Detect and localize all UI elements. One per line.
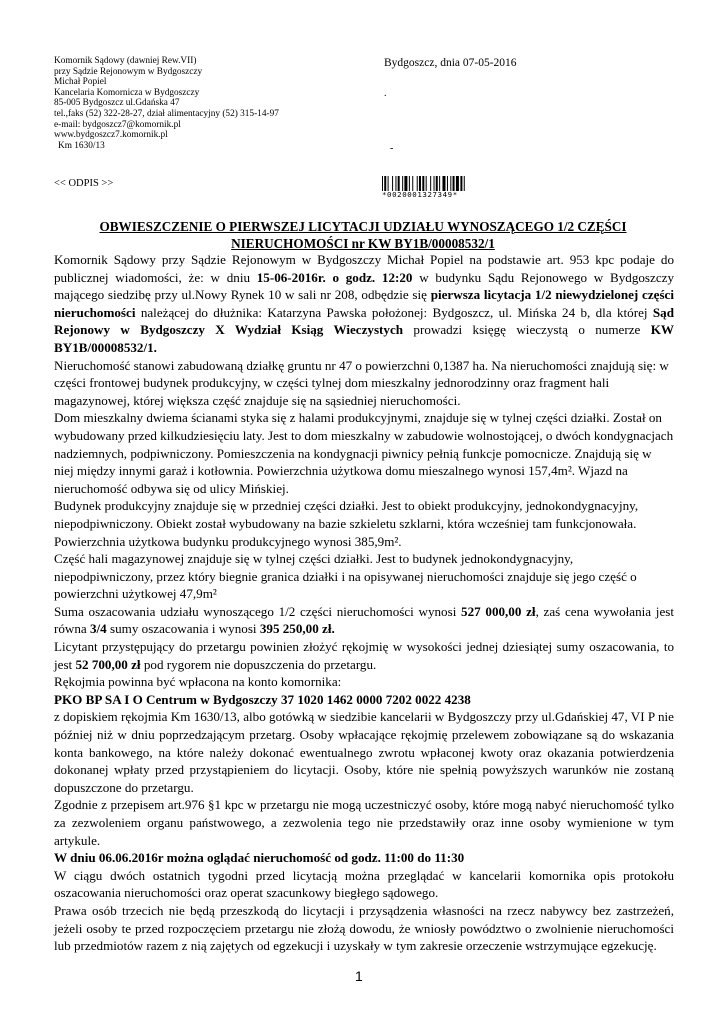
barcode-bar — [430, 176, 431, 191]
auction-date: 15-06-2016r. o godz. 12:20 — [256, 269, 413, 285]
barcode-bar — [382, 176, 383, 191]
header-line: Kancelaria Komornicza w Bydgoszczy — [54, 87, 200, 98]
paragraph-deposit-terms: z dopiskiem rękojmia Km 1630/13, albo gotówką w siedzibie kancelarii w Bydgoszczy przy ul.Gdańskiej 47, VI P nie później niż w dniu poprzedzającym przetarg. Osoby wpłacające rękojmię przelewem zobowiązane są do wskazania konta bankowego, na które należy dokonać ewentualnego zwrotu wpłaconej kwoty oraz okazania potwierdzenia dokonanej wpłaty przed przystąpieniem do licytacji. Osoby, które nie spełnią powyższych warunków nie zostaną dopuszczone do przetargu. — [54, 709, 674, 795]
text: sumy oszacowania i wynosi — [106, 621, 260, 637]
barcode-bar — [404, 176, 407, 191]
court-name: Sąd Rejonowy w Bydgoszczy X Wydział Ksiąg Wieczystych — [54, 304, 674, 338]
text: prowadzi księgę wieczystą o numerze — [403, 322, 651, 338]
paragraph-third-party-rights: Prawa osób trzecich nie będą przeszkodą do licytacji i przysądzenia własności na rzecz nabywcy bez zastrzeżeń, jeżeli osoby te przed rozpoczęciem przetargu nie złożą dowodu, że wniosły powództwo o zwolnienie nieruchomości lub przedmiotów razem z nią zajętych od egzekucji i uzyskały w tym zakresie orzeczenie wstrzymujące egzekucję. — [54, 902, 674, 954]
text: Suma oszacowania udziału wynoszącego 1/2 części nieruchomości wynosi — [54, 603, 462, 619]
header-line: Komornik Sądowy (dawniej Rew.VII) — [54, 56, 197, 66]
barcode-bars — [382, 176, 520, 191]
barcode-bar — [417, 176, 418, 191]
barcode-bar — [426, 176, 427, 191]
text: w budynku Sądu Rejonowego w Bydgoszczy mającego siedzibę przy ul.Nowy Rynek 10 w sali nr 208, odbędzie się — [54, 269, 674, 303]
document-body — [54, 251, 674, 955]
barcode-bar — [460, 176, 462, 191]
barcode-bar — [464, 176, 465, 191]
bank-account-number: PKO BP SA I O Centrum w Bydgoszczy 37 1020 1462 0000 7202 0022 4238 — [54, 691, 471, 707]
barcode-bar — [402, 176, 403, 191]
barcode-bar — [422, 176, 424, 191]
header-line: e-mail: bydgoszcz7@komornik.pl — [54, 119, 181, 130]
copy-label: << ODPIS >> — [54, 178, 114, 189]
header-line: Michał Popiel — [54, 77, 107, 88]
paragraph-property: Nieruchomość stanowi zabudowaną działkę gruntu nr 47 o powierzchni 0,1387 ha. Na nieruchomości znajdują się: w części frontowej budynek produkcyjny, w części tylnej dom mieszkalny jednorodzinny oraz fragment hali magazynowej, której większa część znajduje się na sąsiedniej nieruchomości. — [54, 357, 669, 408]
barcode-bar — [453, 176, 455, 191]
text: , zaś cena wywołania jest równa — [54, 603, 674, 637]
viewing-date — [54, 849, 674, 867]
barcode-bar — [395, 176, 396, 191]
page-number: 1 — [355, 968, 363, 984]
text: Komornik Sądowy przy Sądzie Rejonowym w Bydgoszczy Michał Popiel na podstawie art. 953 kpc podaje do publicznej wiadomości, że: w dniu — [54, 252, 674, 285]
bank-account — [54, 691, 674, 709]
barcode-bar — [409, 176, 410, 191]
text: pod rygorem nie dopuszczenia do przetargu. — [140, 656, 377, 672]
header-line: 85-005 Bydgoszcz ul.Gdańska 47 — [54, 98, 180, 109]
barcode-bar — [434, 176, 435, 191]
document-title: OBWIESZCZENIE O PIERWSZEJ LICYTACJI UDZIAŁU WYNOSZĄCEGO 1/2 CZĘŚCI NIERUCHOMOŚCI nr KW BY1B/00008532/1 — [99, 219, 627, 251]
dot-mark: . — [384, 88, 387, 99]
barcode-bar — [436, 176, 438, 191]
bailiff-header — [54, 56, 279, 151]
paragraph-documents: W ciągu dwóch ostatnich tygodni przed licytacją można przeglądać w kancelarii komornika opis protokołu oszacowania nieruchomości oraz operat szacunkowy biegłego sądowego. — [54, 867, 674, 901]
paragraph-exclusions: Zgodnie z przepisem art.976 §1 kpc w przetargu nie mogą uczestniczyć osoby, które mogą nabyć nieruchomość tylko za zezwoleniem organu państwowego, a zezwolenia tego nie przedstawiły oraz inne osoby wymienione w tym artykule. — [54, 797, 674, 848]
paragraph-deposit-account: Rękojmia powinna być wpłacona na konto komornika: — [54, 674, 342, 690]
fraction: 3/4 — [90, 621, 107, 637]
header-line: tel.,faks (52) 322-28-27, dział alimentacyjny (52) 315-14-97 — [54, 108, 279, 119]
barcode — [382, 176, 522, 199]
starting-price: 395 250,00 zł. — [259, 621, 335, 637]
paragraph-auction-announcement — [54, 251, 674, 357]
barcode-bar — [388, 176, 389, 191]
header-line: www.bydgoszcz7.komornik.pl — [54, 130, 168, 141]
paragraph-deposit — [54, 638, 674, 673]
auction-type: pierwsza licytacja 1/2 niewydzielonej części nieruchomości — [54, 287, 675, 320]
barcode-bar — [412, 176, 413, 191]
barcode-bar — [419, 176, 421, 191]
barcode-bar — [450, 176, 451, 191]
barcode-bar — [384, 176, 386, 191]
valuation-amount: 527 000,00 zł — [461, 603, 536, 619]
text: Licytant przystępujący do przetargu powinien złożyć rękojmię w wysokości jednej dziesiątej sumy oszacowania, to jest — [54, 639, 674, 672]
place-date: Bydgoszcz, dnia 07-05-2016 — [384, 57, 517, 69]
case-number: Km 1630/13 — [58, 140, 105, 151]
paragraph-production-building: Budynek produkcyjny znajduje się w przedniej części działki. Jest to obiekt produkcyjny, jednokondygnacyjny, niepodpiwniczony. Obiekt został wybudowany na bazie szkieletu szklarni, która wcześniej tam funkcjonowała. Powierzchnia użytkowa budynku produkcyjnego wynosi 385,9m². — [54, 498, 639, 549]
barcode-bar — [456, 176, 459, 191]
barcode-bar — [398, 176, 400, 191]
paragraph-warehouse: Część hali magazynowej znajduje się w tylnej części działki. Jest to budynek jednokondygnacyjny, niepodpiwniczony, przez który biegnie granica działki i na opisywanej nieruchomości znajduje się jego część o powierzchni użytkowej 47,9m² — [54, 551, 637, 602]
paragraph-valuation — [54, 603, 674, 638]
land-register-number: KW BY1B/00008532/1. — [54, 322, 674, 355]
viewing-date-text: W dniu 06.06.2016r można oglądać nieruchomość od godz. 11:00 do 11:30 — [54, 850, 465, 866]
dash-mark: - — [390, 143, 394, 154]
barcode-bar — [447, 176, 448, 191]
barcode-bar — [392, 176, 393, 191]
paragraph-house: Dom mieszkalny dwiema ścianami styka się z halami produkcyjnymi, znajduje się w tylnej części działki. Został on wybudowany przed kilkudziesięciu laty. Jest to dom mieszkalny w zabudowie wolnostojącej, o dwóch kondygnacjach nadziemnych, podpiwniczony. Pomieszczenia na kondygnacji piwnicy pełnią funkcje pomocnicze. Znajdują się w niej między innymi garaż i kotłownia. Powierzchnia użytkowa domu mieszalnego wynosi 157,4m². Wjazd na nieruchomość odbywa się od ulicy Mińskiej. — [54, 410, 674, 496]
barcode-bar — [439, 176, 440, 191]
deposit-amount: 52 700,00 zł — [75, 656, 141, 672]
header-line: przy Sądzie Rejonowym w Bydgoszczy — [54, 66, 203, 77]
barcode-bar — [442, 176, 445, 191]
text: należącej do dłużnika: Katarzyna Pawska położonej: Bydgoszcz, ul. Mińska 24 b, dla której — [135, 304, 653, 320]
barcode-number: *00200013273​49* — [382, 190, 458, 199]
